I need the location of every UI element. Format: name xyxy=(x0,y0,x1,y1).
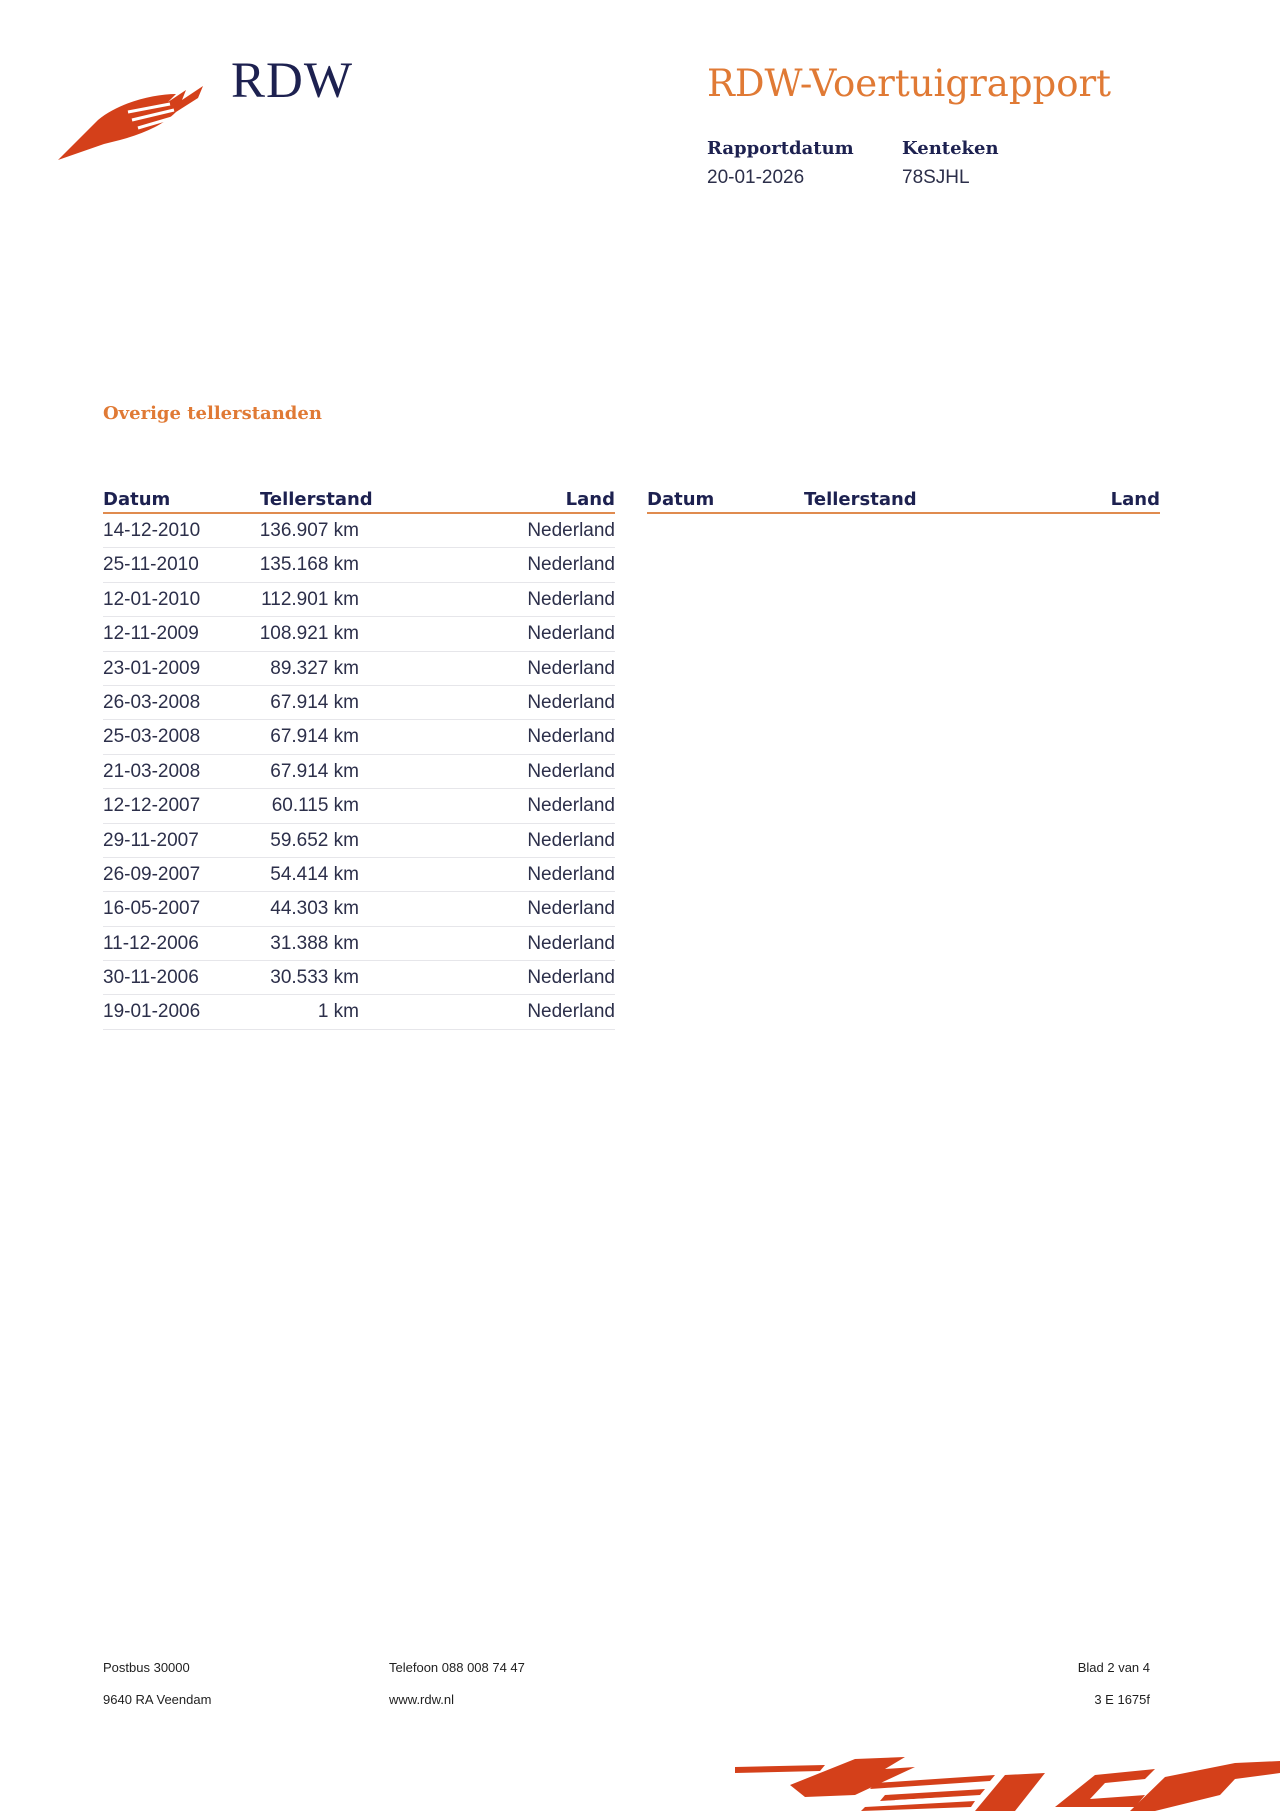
col-header-tellerstand: Tellerstand xyxy=(804,489,917,510)
cell-tellerstand: 67.914 km xyxy=(270,726,359,748)
cell-land: Nederland xyxy=(527,623,615,645)
cell-datum: 19-01-2006 xyxy=(103,1001,201,1023)
cell-tellerstand: 60.115 km xyxy=(271,795,359,817)
cell-tellerstand: 135.168 km xyxy=(259,554,359,576)
cell-datum: 26-09-2007 xyxy=(103,863,201,885)
cell-land: Nederland xyxy=(527,691,615,713)
table-row xyxy=(103,617,615,651)
cell-land: Nederland xyxy=(527,520,615,541)
report-title: RDW-Voertuigrapport xyxy=(707,62,1112,105)
table-row xyxy=(103,720,615,754)
table-row xyxy=(103,858,615,892)
cell-land: Nederland xyxy=(527,863,615,885)
cell-tellerstand: 136.907 km xyxy=(259,520,359,541)
table-row xyxy=(103,927,615,961)
cell-land: Nederland xyxy=(527,795,615,817)
cell-tellerstand: 54.414 km xyxy=(270,863,359,885)
cell-land: Nederland xyxy=(527,829,615,851)
plate-value: 78SJHL xyxy=(902,167,970,188)
cell-datum: 30-11-2006 xyxy=(103,967,199,989)
cell-tellerstand: 67.914 km xyxy=(270,691,359,713)
table-row xyxy=(103,789,615,823)
rdw-logo-icon xyxy=(58,82,208,162)
cell-tellerstand: 112.901 km xyxy=(261,588,359,610)
footer-page-number: Blad 2 van 4 xyxy=(1077,1660,1150,1675)
cell-tellerstand: 44.303 km xyxy=(270,898,359,920)
table-row xyxy=(103,824,615,858)
cell-datum: 12-11-2009 xyxy=(103,623,199,645)
table-row xyxy=(103,652,615,686)
cell-datum: 23-01-2009 xyxy=(103,657,201,679)
table-row xyxy=(103,514,615,548)
table-row xyxy=(103,755,615,789)
footer-address-1: Postbus 30000 xyxy=(103,1660,190,1675)
cell-datum: 26-03-2008 xyxy=(103,691,201,713)
table-body xyxy=(103,514,615,1030)
cell-datum: 14-12-2010 xyxy=(103,520,201,541)
odometer-table-2 xyxy=(647,488,1160,514)
cell-datum: 29-11-2007 xyxy=(103,829,199,851)
logo-text: RDW xyxy=(231,53,353,109)
table-header xyxy=(647,488,1160,514)
table-row xyxy=(103,961,615,995)
table-row xyxy=(103,686,615,720)
cell-land: Nederland xyxy=(527,657,615,679)
cell-tellerstand: 30.533 km xyxy=(270,967,359,989)
col-header-datum: Datum xyxy=(103,489,171,510)
cell-land: Nederland xyxy=(527,554,615,576)
cell-land: Nederland xyxy=(527,967,615,989)
cell-tellerstand: 59.652 km xyxy=(270,829,359,851)
cell-land: Nederland xyxy=(527,898,615,920)
cell-datum: 21-03-2008 xyxy=(103,760,201,782)
table-row xyxy=(103,548,615,582)
cell-land: Nederland xyxy=(527,932,615,954)
cell-datum: 12-01-2010 xyxy=(103,588,201,610)
cell-datum: 16-05-2007 xyxy=(103,898,201,920)
report-date-value: 20-01-2026 xyxy=(707,167,805,188)
footer-code: 3 E 1675f xyxy=(1094,1692,1150,1707)
cell-tellerstand: 1 km xyxy=(317,1001,359,1023)
table-row xyxy=(103,995,615,1029)
table-row xyxy=(103,583,615,617)
footer-phone: Telefoon 088 008 74 47 xyxy=(389,1660,525,1675)
footer-website[interactable]: www.rdw.nl xyxy=(389,1692,455,1707)
plate-label: Kenteken xyxy=(902,138,999,159)
col-header-land: Land xyxy=(565,489,615,510)
cell-datum: 25-03-2008 xyxy=(103,726,201,748)
cell-land: Nederland xyxy=(527,726,615,748)
table-header xyxy=(103,488,615,514)
table-row xyxy=(103,892,615,926)
rdw-stripes-icon xyxy=(735,1755,1280,1811)
cell-land: Nederland xyxy=(527,588,615,610)
footer-address-2: 9640 RA Veendam xyxy=(103,1692,212,1707)
cell-tellerstand: 89.327 km xyxy=(270,657,359,679)
cell-datum: 25-11-2010 xyxy=(103,554,199,576)
section-title: Overige tellerstanden xyxy=(103,403,322,424)
cell-datum: 11-12-2006 xyxy=(103,932,199,954)
cell-tellerstand: 67.914 km xyxy=(270,760,359,782)
odometer-table xyxy=(103,488,615,1030)
report-date-label: Rapportdatum xyxy=(707,138,854,159)
col-header-land: Land xyxy=(1110,489,1160,510)
cell-land: Nederland xyxy=(527,1001,615,1023)
cell-tellerstand: 31.388 km xyxy=(270,932,359,954)
col-header-tellerstand: Tellerstand xyxy=(260,489,373,510)
cell-tellerstand: 108.921 km xyxy=(259,623,359,645)
cell-datum: 12-12-2007 xyxy=(103,795,201,817)
cell-land: Nederland xyxy=(527,760,615,782)
col-header-datum: Datum xyxy=(647,489,715,510)
